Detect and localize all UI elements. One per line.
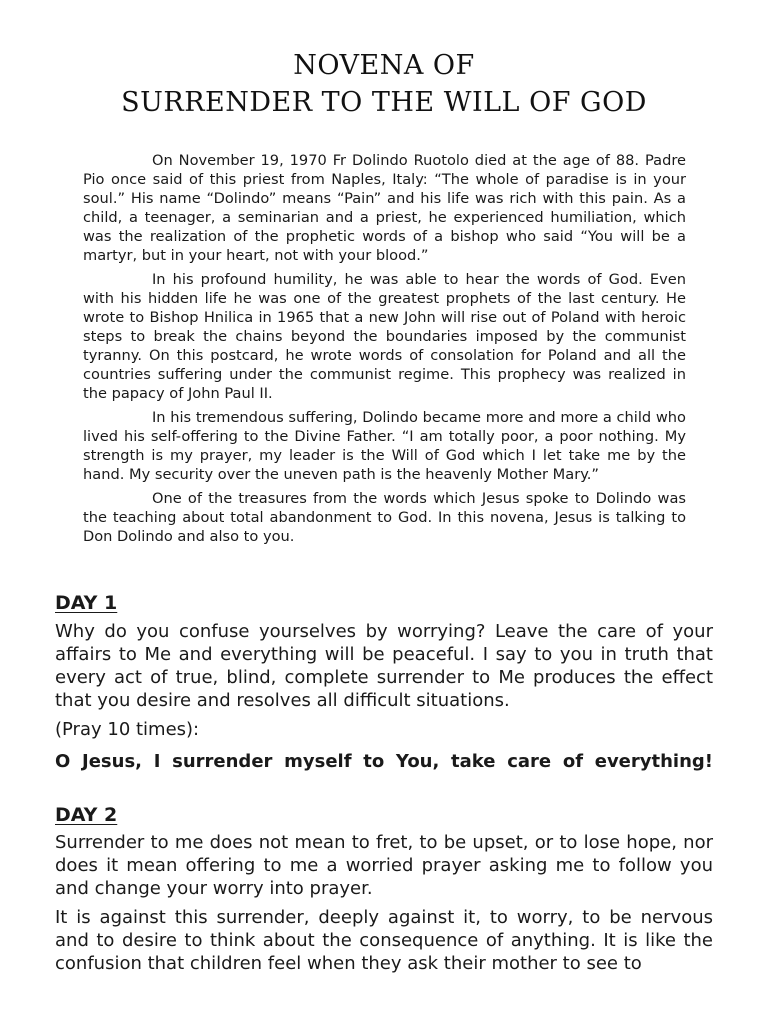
intro-paragraph-3: In his tremendous suffering, Dolindo became more and more a child who lived his self-offering to the Divine Father. “I am totally poor, a poor nothing. My strength is my prayer, my leader is the Will of God which I let take me by the hand. My security over the uneven path is the heavenly Mother Mary.” [83, 409, 686, 483]
day1-heading: DAY 1 [55, 592, 118, 614]
intro-paragraph-2: In his profound humility, he was able to hear the words of God. Even with his hidden life he was one of the greatest prophets of the last century. He wrote to Bishop Hnilica in 1965 that a new John will rise out of Poland with heroic steps to break the chains beyond the boundaries imposed by the communist tyranny. On this postcard, he wrote words of consolation for Poland and all the countries suffering under the communist regime. This prophecy was realized in the papacy of John Paul II. [83, 271, 686, 402]
title-line-1: NOVENA OF [293, 50, 475, 81]
day1-prayer: O Jesus, I surrender myself to You, take care of everything! [55, 751, 713, 772]
day2-paragraph-1: Surrender to me does not mean to fret, to be upset, or to lose hope, nor does it mean offering to me a worried prayer asking me to follow you and change your worry into prayer. [55, 832, 713, 899]
day1-pray-label: (Pray 10 times): [55, 719, 200, 740]
intro-paragraph-1: On November 19, 1970 Fr Dolindo Ruotolo died at the age of 88. Padre Pio once said of this priest from Naples, Italy: “The whole of paradise is in your soul.” His name “Dolindo” means “Pain” and his life was rich with this pain. As a child, a teenager, a seminarian and a priest, he experienced humiliation, which was the realization of the prophetic words of a bishop who said “You will be a martyr, but in your heart, not with your blood.” [83, 152, 686, 264]
title-line-2: SURRENDER TO THE WILL OF GOD [121, 87, 647, 118]
day2-heading: DAY 2 [55, 804, 118, 826]
day1-body [55, 620, 713, 747]
day2-body [55, 831, 713, 981]
day1-text: Why do you confuse yourselves by worrying? Leave the care of your affairs to Me and everything will be peaceful. I say to you in truth that every act of true, blind, complete surrender to Me produces the effect that you desire and resolves all difficult situations. [55, 621, 713, 711]
intro-section [83, 151, 686, 551]
day2-paragraph-2: It is against this surrender, deeply against it, to worry, to be nervous and to desire to think about the consequence of anything. It is like the confusion that children feel when they ask their mother to see to [55, 907, 713, 974]
intro-paragraph-4: One of the treasures from the words which Jesus spoke to Dolindo was the teaching about total abandonment to God. In this novena, Jesus is talking to Don Dolindo and also to you. [83, 490, 686, 545]
